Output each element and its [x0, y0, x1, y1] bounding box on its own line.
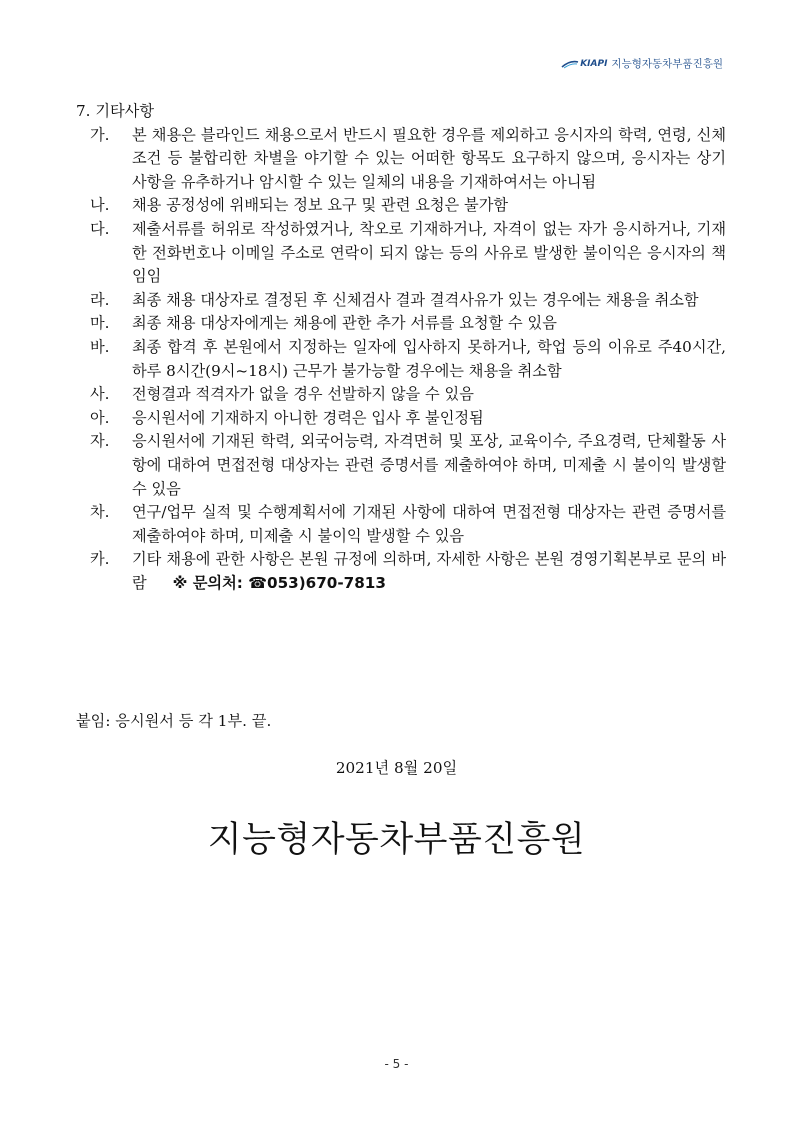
page-number: - 5 -: [384, 1057, 409, 1071]
item-text: 채용 공정성에 위배되는 정보 요구 및 관련 요청은 불가함: [132, 196, 509, 215]
logo-text: KIAPI: [580, 58, 608, 69]
section-title: 7. 기타사항: [76, 102, 155, 120]
item-marker: 아.: [90, 408, 110, 427]
item-text: 최종 합격 후 본원에서 지정하는 일자에 입사하지 못하거나, 학업 등의 이유로 주40시간, 하루 8시간(9시~18시) 근무가 불가능할 경우에는 채용을 취소함: [132, 337, 726, 380]
header-logo: [561, 56, 723, 71]
item-text: 전형결과 적격자가 없을 경우 선발하지 않을 수 있음: [132, 385, 474, 404]
kiapi-logo: [561, 59, 607, 69]
list-item: [76, 124, 726, 195]
item-marker: 라.: [90, 290, 110, 309]
item-marker: 나.: [90, 196, 110, 215]
list-item: [76, 289, 726, 313]
contact-info: ※ 문의처: ☎053)670-7813: [172, 573, 386, 592]
item-text: 응시원서에 기재된 학력, 외국어능력, 자격면허 및 포상, 교육이수, 주요경력, 단체활동 사항에 대하여 면접전형 대상자는 관련 증명서를 제출하여야 하며, 미제출 시 불이익 발생할 수 있음: [132, 432, 726, 498]
list-item: [76, 383, 726, 407]
item-marker: 마.: [90, 314, 110, 333]
list-item: [76, 312, 726, 336]
list-item: [76, 430, 726, 501]
list-item: [76, 336, 726, 383]
document-date: 2021년 8월 20일: [335, 759, 458, 777]
section-other-matters: [76, 100, 726, 595]
item-text: 최종 채용 대상자에게는 채용에 관한 추가 서류를 요청할 수 있음: [132, 314, 557, 333]
list-item: [76, 407, 726, 431]
item-marker: 가.: [90, 125, 110, 144]
signature-org-name: 지능형자동차부품진흥원: [207, 820, 586, 860]
item-text-body: 기타 채용에 관한 사항은 본원 규정에 의하며, 자세한 사항은 본원 경영기획본부로 문의 바람: [132, 550, 726, 592]
list-item: [76, 501, 726, 548]
list-item: [76, 194, 726, 218]
item-text: 제출서류를 허위로 작성하였거나, 착오로 기재하거나, 자격이 없는 자가 응시하거나, 기재한 전화번호나 이메일 주소로 연락이 되지 않는 등의 사유로 발생한 불이익은 응시자의 책임임: [132, 219, 726, 286]
logo-swoosh-icon: [561, 59, 579, 69]
attachment-note: 붙임: 응시원서 등 각 1부. 끝.: [76, 712, 272, 730]
item-text: 최종 채용 대상자로 결정된 후 신체검사 결과 결격사유가 있는 경우에는 채용을 취소함: [132, 290, 699, 309]
list-item: [76, 548, 726, 595]
item-marker: 다.: [90, 219, 110, 238]
item-marker: 자.: [90, 432, 110, 451]
item-text: 연구/업무 실적 및 수행계획서에 기재된 사항에 대하여 면접전형 대상자는 관련 증명서를 제출하여야 하며, 미제출 시 불이익 발생할 수 있음: [132, 503, 726, 545]
item-marker: 차.: [90, 503, 110, 522]
item-marker: 카.: [90, 550, 110, 569]
item-marker: 사.: [90, 385, 110, 404]
header-org-name: 지능형자동차부품진흥원: [611, 58, 723, 70]
list-item: [76, 218, 726, 289]
item-text: [132, 548, 726, 595]
item-text: 응시원서에 기재하지 아니한 경력은 입사 후 불인정됨: [132, 408, 484, 427]
item-marker: 바.: [90, 337, 110, 356]
item-text: 본 채용은 블라인드 채용으로서 반드시 필요한 경우를 제외하고 응시자의 학력, 연령, 신체조건 등 불합리한 차별을 야기할 수 있는 어떠한 항목도 요구하지 않으며, 응시자는 상기 사항을 유추하거나 암시할 수 있는 일체의 내용을 기재하여서는 아니됨: [132, 125, 726, 191]
